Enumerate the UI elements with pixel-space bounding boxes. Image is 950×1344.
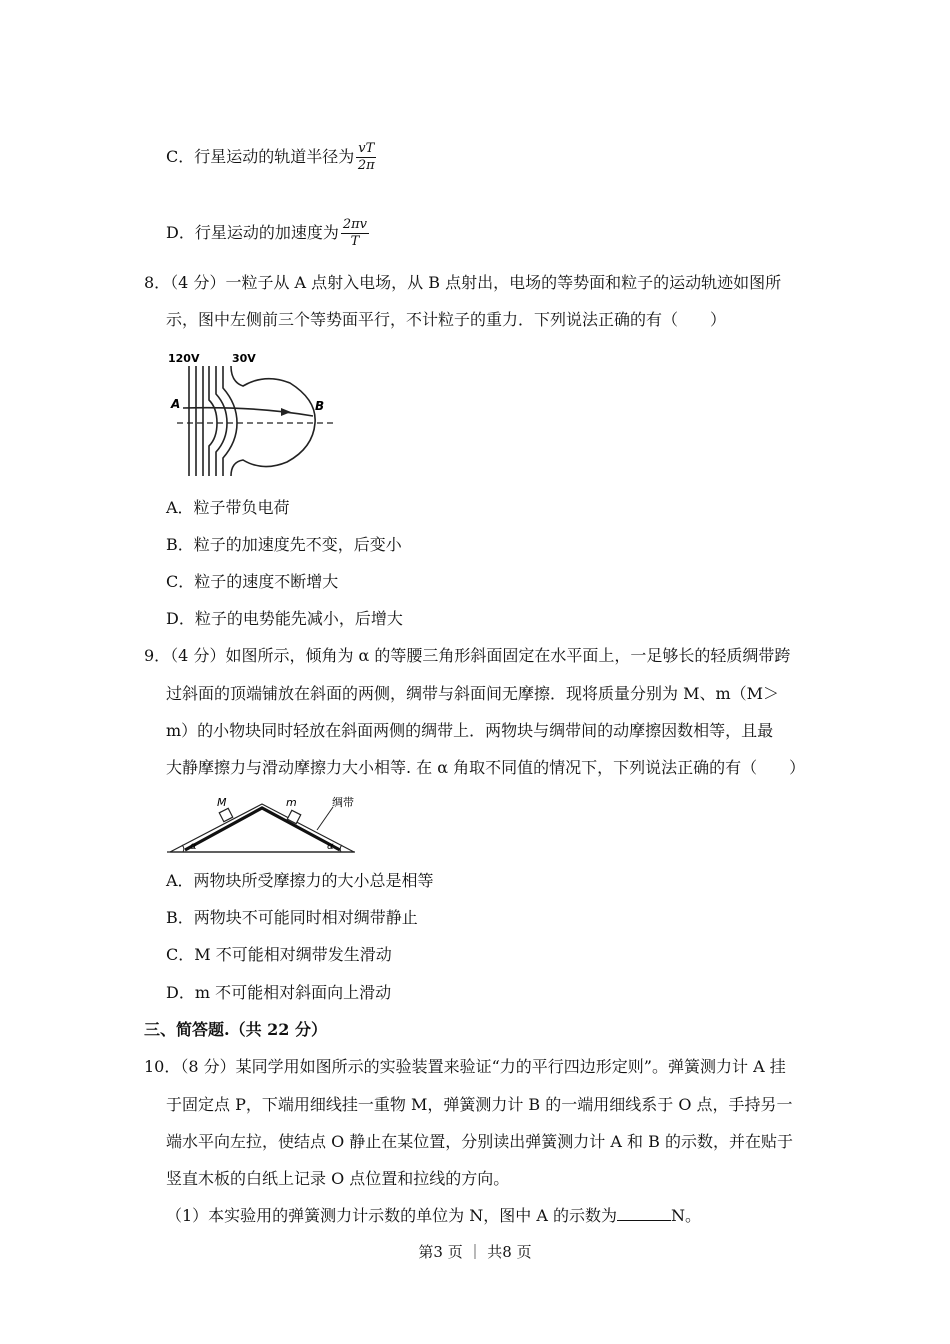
q9-incline-figure — [165, 792, 365, 858]
q8-label-30v: 30V — [232, 352, 256, 365]
q9-alpha-left: α — [190, 841, 197, 852]
q8-label-120v: 120V — [168, 352, 200, 365]
q8-trajectory-arrow-icon — [281, 408, 291, 416]
q8-electric-field-figure — [165, 348, 340, 480]
q7-option-d-fraction — [341, 218, 369, 249]
q9-alpha-right: α — [327, 841, 334, 852]
fraction-denominator: T — [350, 234, 360, 249]
q10-stem-line-4: 竖直木板的白纸上记录 O 点位置和拉线的方向。 — [166, 1169, 510, 1188]
section-3-heading: 三、简答题.（共 22 分） — [144, 1020, 327, 1039]
q8-stem-line-2: 示，图中左侧前三个等势面平行，不计粒子的重力．下列说法正确的有（ ） — [166, 310, 727, 329]
q9-option-a: A．两物块所受摩擦力的大小总是相等 — [166, 871, 434, 890]
q9-silk-band — [185, 808, 340, 850]
q9-band-pointer-line — [317, 807, 333, 830]
q9-angle-arc-right — [340, 845, 342, 852]
answer-blank[interactable] — [617, 1206, 671, 1221]
q9-stem-line-2: 过斜面的顶端铺放在斜面的两侧，绸带与斜面间无摩擦．现将质量分别为 M、m（M＞ — [166, 684, 780, 703]
q9-option-d: D．m 不可能相对斜面向上滑动 — [166, 983, 392, 1002]
q9-label-band: 绸带 — [332, 796, 354, 809]
q10-stem-line-2: 于固定点 P，下端用细线挂一重物 M，弹簧测力计 B 的一端用细线系于 O 点，手持另一 — [166, 1095, 793, 1114]
q8-option-d: D．粒子的电势能先减小，后增大 — [166, 609, 403, 628]
q8-equipotential-lines — [189, 366, 315, 476]
q10-sub1-text: （1）本实验用的弹簧测力计示数的单位为 N，图中 A 的示数为 — [166, 1206, 617, 1225]
q8-option-b: B．粒子的加速度先不变，后变小 — [166, 535, 402, 554]
q9-angle-arc-left — [182, 845, 184, 852]
q9-stem-line-1: 9．（4 分）如图所示，倾角为 α 的等腰三角形斜面固定在水平面上，一足够长的轻质绸带跨 — [144, 646, 791, 665]
fraction-numerator: 2πv — [342, 217, 368, 232]
q9-label-M: M — [217, 796, 227, 809]
q9-label-m: m — [286, 796, 297, 809]
q10-stem-line-1: 10．（8 分）某同学用如图所示的实验装置来验证“力的平行四边形定则”。弹簧测力计 A 挂 — [144, 1057, 786, 1076]
q8-stem-line-1: 8．（4 分）一粒子从 A 点射入电场，从 B 点射出，电场的等势面和粒子的运动轨迹如图所 — [144, 273, 782, 292]
q8-option-a: A．粒子带负电荷 — [166, 498, 290, 517]
q10-sub-question-1 — [166, 1206, 701, 1226]
q7-option-d — [166, 218, 369, 249]
q7-option-d-text: D．行星运动的加速度为 — [166, 223, 339, 242]
q7-option-c-text: C．行星运动的轨道半径为 — [166, 147, 355, 166]
q8-option-c: C．粒子的速度不断增大 — [166, 572, 339, 591]
q8-point-b-label: B — [315, 399, 325, 413]
q9-option-b: B．两物块不可能同时相对绸带静止 — [166, 908, 418, 927]
q7-option-c — [166, 142, 376, 173]
q7-option-c-fraction — [356, 142, 376, 173]
q8-point-a-label: A — [171, 397, 181, 411]
fraction-denominator: 2π — [357, 158, 375, 173]
q10-stem-line-3: 端水平向左拉，使结点 O 静止在某位置，分别读出弹簧测力计 A 和 B 的示数，并在贴于 — [166, 1132, 793, 1151]
page-footer: 第3 页 ｜ 共8 页 — [418, 1243, 532, 1261]
q9-stem-line-4: 大静摩擦力与滑动摩擦力大小相等. 在 α 角取不同值的情况下，下列说法正确的有（ ） — [166, 758, 806, 777]
q10-sub1-unit: N。 — [671, 1206, 702, 1225]
q9-option-c: C．M 不可能相对绸带发生滑动 — [166, 945, 392, 964]
fraction-numerator: vT — [358, 141, 375, 156]
q9-stem-line-3: m）的小物块同时轻放在斜面两侧的绸带上．两物块与绸带间的动摩擦因数相等，且最 — [166, 721, 774, 740]
